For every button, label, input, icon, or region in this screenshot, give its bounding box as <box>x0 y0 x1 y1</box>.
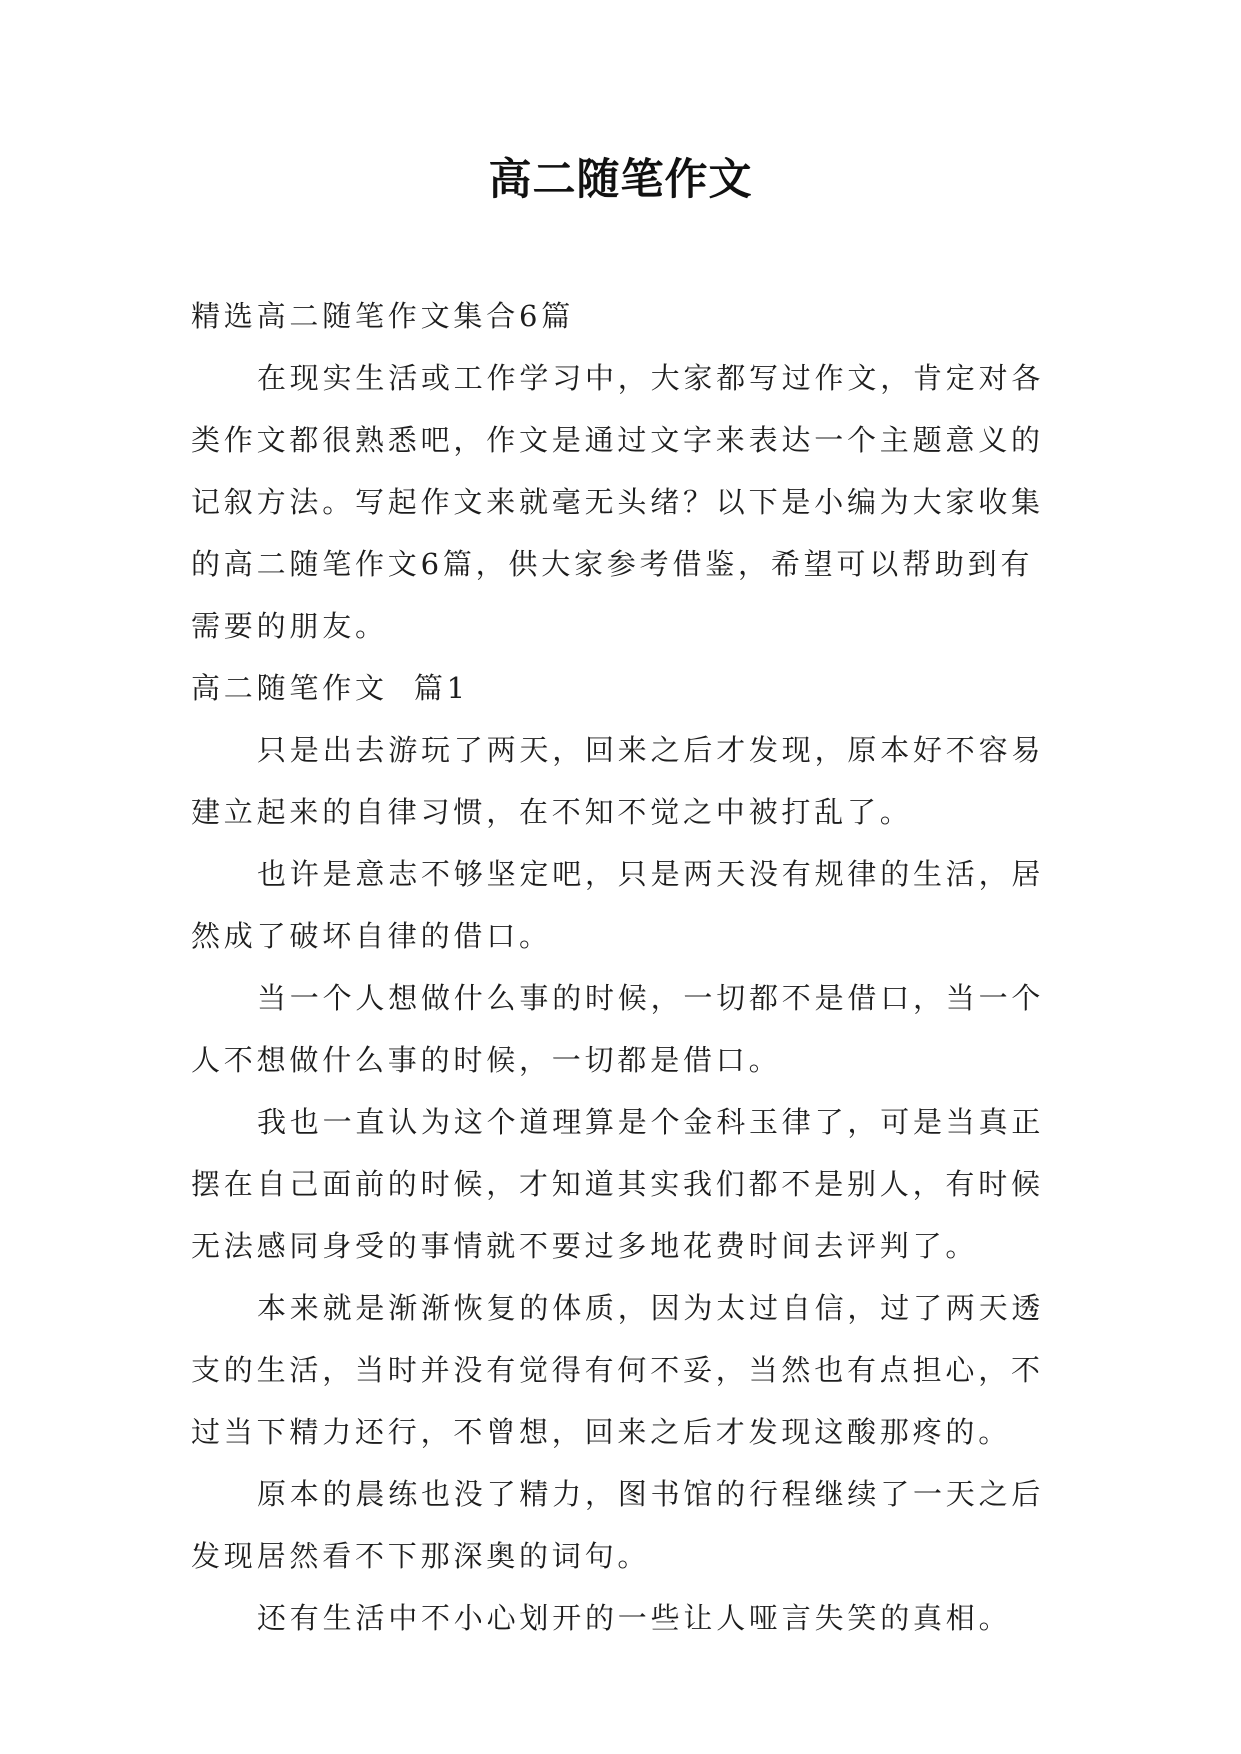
paragraph-line: 过当下精力还行，不曾想，回来之后才发现这酸那疼的。 <box>191 1415 1012 1449</box>
paragraph-line: 需要的朋友。 <box>191 609 388 643</box>
document-title: 高二随笔作文 <box>488 155 753 205</box>
paragraph-line: 只是出去游玩了两天，回来之后才发现，原本好不容易 <box>257 733 1045 767</box>
paragraph-line: 发现居然看不下那深奥的词句。 <box>191 1539 651 1573</box>
paragraph-line: 摆在自己面前的时候，才知道其实我们都不是别人，有时候 <box>191 1167 1044 1201</box>
document-subtitle: 精选高二随笔作文集合6篇 <box>191 299 575 333</box>
paragraph <box>191 843 1056 967</box>
document-body <box>191 285 1056 1649</box>
paragraph-line: 也许是意志不够坚定吧，只是两天没有规律的生活，居 <box>257 857 1045 891</box>
paragraph-line: 记叙方法。写起作文来就毫无头绪？以下是小编为大家收集 <box>191 485 1044 519</box>
paragraph-line: 建立起来的自律习惯，在不知不觉之中被打乱了。 <box>191 795 913 829</box>
paragraph-line: 本来就是渐渐恢复的体质，因为太过自信，过了两天透 <box>257 1291 1045 1325</box>
paragraph <box>191 1463 1056 1587</box>
paragraph-line: 的高二随笔作文6篇，供大家参考借鉴，希望可以帮助到有 <box>191 547 1034 581</box>
paragraph <box>191 719 1056 843</box>
paragraph <box>191 1277 1056 1463</box>
paragraph <box>191 967 1056 1091</box>
paragraph-line: 然成了破坏自律的借口。 <box>191 919 552 953</box>
intro-paragraph <box>191 347 1056 657</box>
paragraph-line: 支的生活，当时并没有觉得有何不妥，当然也有点担心，不 <box>191 1353 1044 1387</box>
paragraph-line: 无法感同身受的事情就不要过多地花费时间去评判了。 <box>191 1229 979 1263</box>
paragraph-line: 在现实生活或工作学习中，大家都写过作文，肯定对各 <box>257 361 1045 395</box>
paragraph-line: 类作文都很熟悉吧，作文是通过文字来表达一个主题意义的 <box>191 423 1044 457</box>
paragraph-line: 原本的晨练也没了精力，图书馆的行程继续了一天之后 <box>257 1477 1045 1511</box>
paragraph <box>191 1587 1056 1649</box>
paragraph-line: 还有生活中不小心划开的一些让人哑言失笑的真相。 <box>257 1601 1012 1635</box>
paragraph <box>191 1091 1056 1277</box>
paragraph-line: 人不想做什么事的时候，一切都是借口。 <box>191 1043 782 1077</box>
section-heading: 高二随笔作文 篇1 <box>191 671 469 705</box>
paragraph-line: 当一个人想做什么事的时候，一切都不是借口，当一个 <box>257 981 1045 1015</box>
paragraph-line: 我也一直认为这个道理算是个金科玉律了，可是当真正 <box>257 1105 1045 1139</box>
